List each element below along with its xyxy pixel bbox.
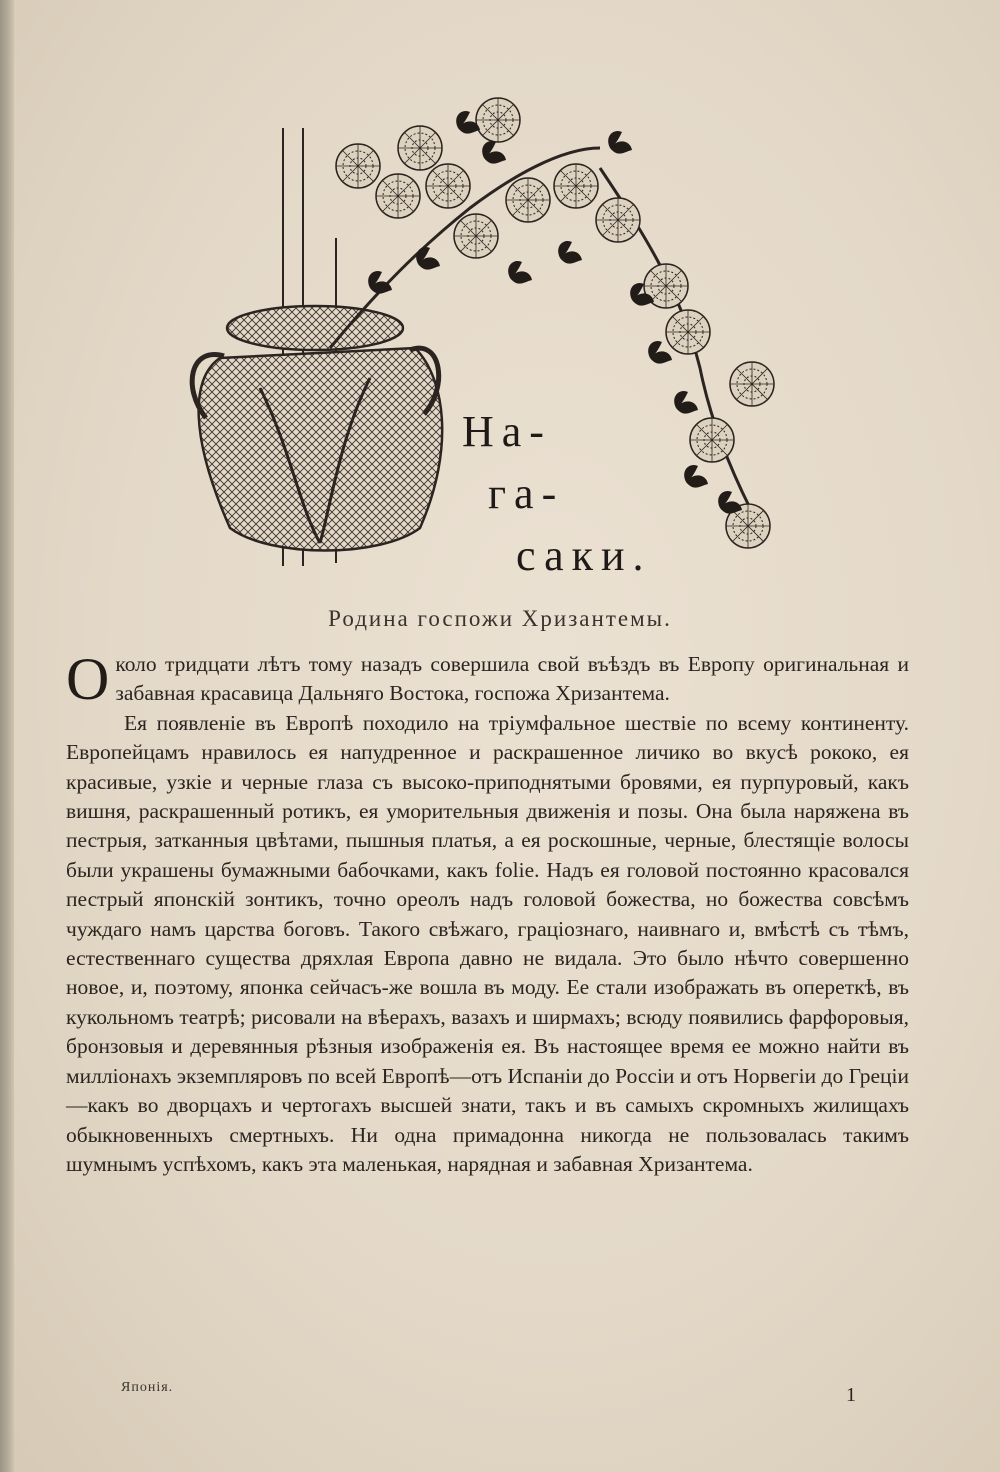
chapter-subtitle: Родина госпожи Хризантемы. — [328, 606, 672, 631]
basket-chrysanthemum-illustration — [180, 88, 790, 588]
title-line-3: саки. — [516, 531, 652, 580]
title-line-1: На- — [462, 407, 552, 456]
paragraph-1 — [66, 646, 909, 712]
page-spine-edge — [0, 0, 14, 1472]
footer-signature: Японія. — [121, 1380, 174, 1395]
title-line-2: га- — [488, 469, 565, 518]
paragraph-2: Ея появленіе въ Европѣ походило на тріумфальное шествіе по всему континенту. Европейцамъ нравилось ея напудренное и раскрашенное личико во вкусѣ рококо, ея красивые, узкіе и черные глаза съ высоко-приподнятыми бровями, ея пурпуровый, какъ вишня, раскрашенный ротикъ, ея уморительныя движенія и позы. Она была наряжена въ пестрыя, затканныя цвѣтами, пышныя платья, а ея роскошные, черные, блестящіе волосы были украшены бумажными бабочками, какъ folie. Надъ ея головой постоянно красовался пестрый японскій зонтикъ, точно ореолъ надъ головой божества, но божества совсѣмъ чуждаго намъ царства боговъ. Такого свѣжаго, граціознаго, наивнаго и, вмѣстѣ съ тѣмъ, естественнаго существа дряхлая Европа давно не видала. Это было нѣчто совершенно новое, и, поэтому, японка сейчасъ-же вошла въ моду. Ее стали изображать въ опереткѣ, въ кукольномъ театрѣ; рисовали на вѣерахъ, вазахъ и ширмахъ; всюду появились фарфоровыя, бронзовыя и деревянныя рѣзныя изображенія ея. Въ настоящее время ее можно найти въ милліонахъ экземпляровъ по всей Европѣ—отъ Испаніи до Россіи и отъ Норвегіи до Греціи—какъ во дворцахъ и чертогахъ высшей знати, такъ и въ самыхъ скромныхъ жилищахъ обыкновенныхъ смертныхъ. Ни одна примадонна никогда не пользовалась такимъ шумнымъ успѣхомъ, какъ эта маленькая, нарядная и забавная Хризантема. — [66, 710, 909, 1176]
body-text — [66, 646, 909, 1179]
page-number: 1 — [846, 1384, 856, 1406]
paragraph-1-text: коло тридцати лѣтъ тому назадъ совершила свой въѣздъ въ Европу оригинальная и забавная красавица Дальняго Востока, госпожа Хризантема. — [115, 652, 909, 706]
drop-cap: О — [66, 646, 110, 712]
